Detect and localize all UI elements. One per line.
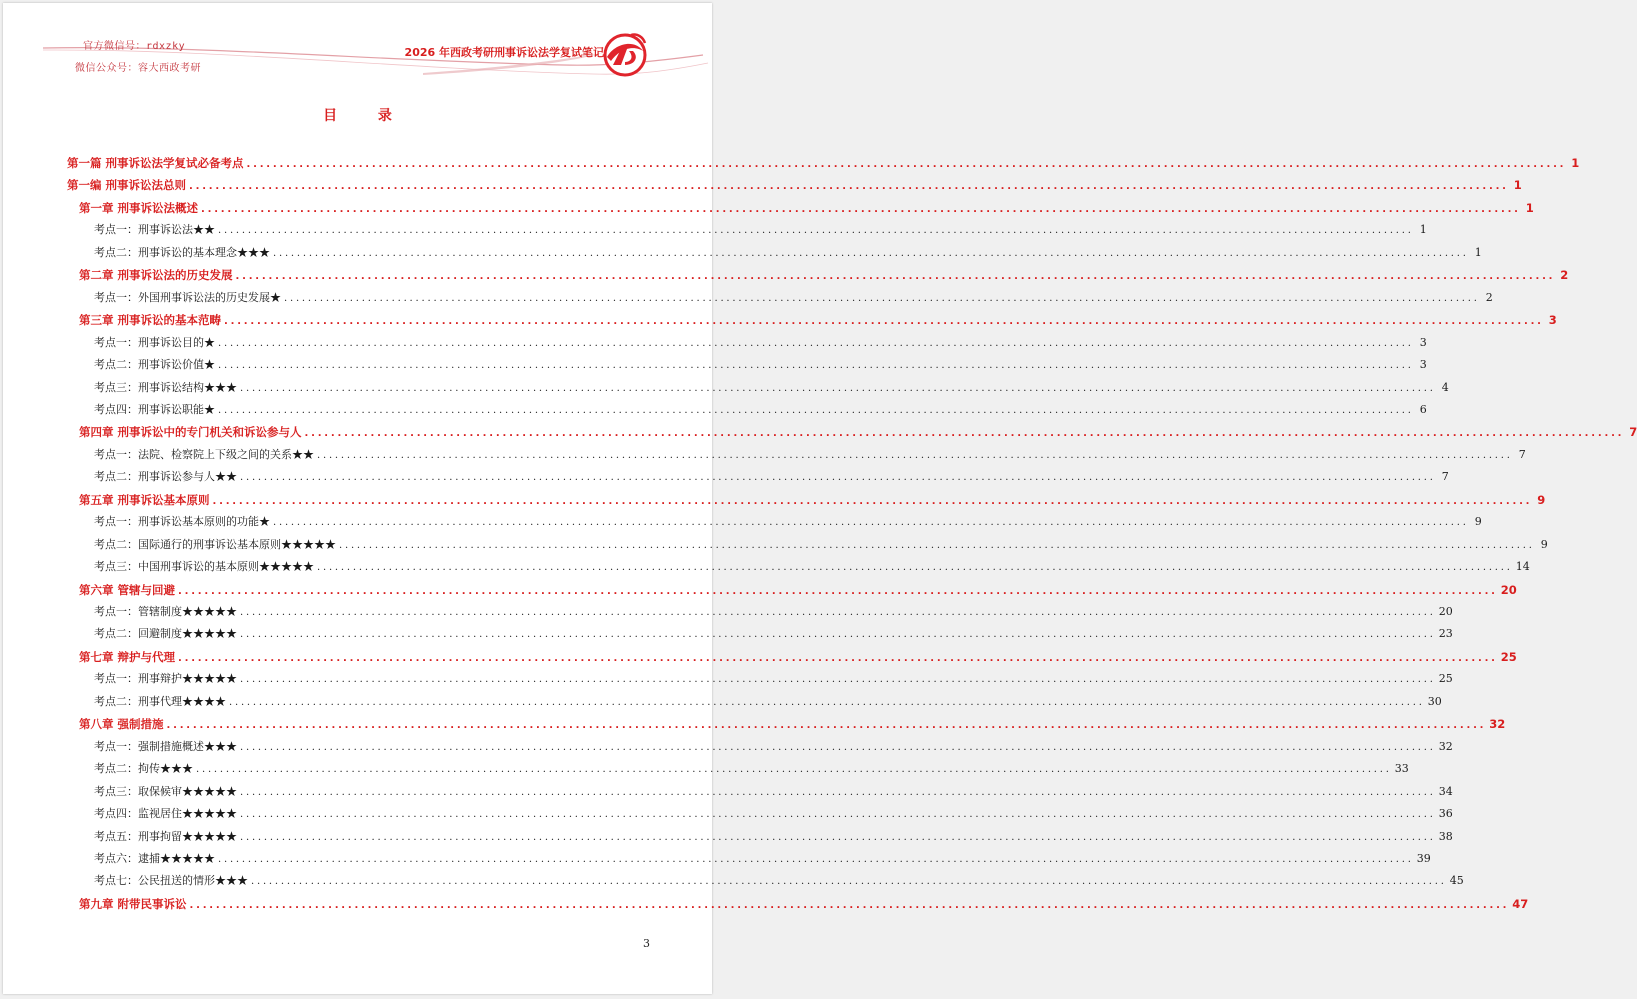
toc-entry-text: 考点一：外国刑事诉讼法的历史发展★: [94, 290, 281, 304]
toc-entry-heading[interactable]: [79, 490, 1546, 510]
toc-entry-text: 考点七：公民扭送的情形★★★: [94, 874, 248, 888]
toc-entry-point[interactable]: [94, 804, 1453, 824]
document-header-title: 2026 年西政考研刑事诉讼法学复试笔记: [404, 46, 604, 59]
toc-dot-leader: ........................................................................................................................................................................................................: [224, 316, 1544, 328]
toc-entry-page: 9: [1474, 515, 1482, 529]
toc-entry-page: 30: [1427, 694, 1442, 708]
toc-entry-heading[interactable]: [79, 714, 1506, 734]
toc-entry-page: 14: [1515, 560, 1530, 574]
toc-dot-leader: ........................................................................................................................................................................................................: [189, 181, 1509, 193]
toc-entry-text: 考点五：刑事拘留★★★★★: [94, 829, 237, 843]
toc-entry-page: 1: [1525, 200, 1534, 215]
toc-dot-leader: ........................................................................................................................................................................................................: [240, 831, 1436, 843]
toc-entry-point[interactable]: [94, 445, 1526, 465]
toc-entry-text: 考点二：刑事代理★★★★: [94, 694, 226, 708]
toc-entry-text: 考点三：刑事诉讼结构★★★: [94, 380, 237, 394]
toc-entry-page: 47: [1512, 896, 1529, 911]
toc-dot-leader: ........................................................................................................................................................................................................: [240, 382, 1436, 394]
toc-entry-point[interactable]: [94, 400, 1427, 420]
toc-entry-page: 39: [1416, 851, 1431, 865]
toc-entry-text: 考点一：强制措施概述★★★: [94, 739, 237, 753]
toc-entry-point[interactable]: [94, 782, 1453, 802]
toc-entry-page: 7: [1629, 425, 1637, 440]
toc-entry-page: 20: [1438, 605, 1453, 618]
toc-dot-leader: ........................................................................................................................................................................................................: [178, 652, 1498, 664]
toc-entry-text: 考点一：刑事诉讼目的★: [94, 335, 215, 349]
toc-dot-leader: ........................................................................................................................................................................................................: [189, 899, 1510, 911]
toc-entry-point[interactable]: [94, 378, 1449, 398]
toc-entry-point[interactable]: [94, 512, 1482, 532]
toc-entry-page: 1: [1513, 178, 1522, 193]
toc-entry-page: 2: [1485, 290, 1493, 304]
toc-entry-page: 33: [1394, 762, 1409, 776]
toc-dot-leader: ........................................................................................................................................................................................................: [240, 741, 1436, 753]
toc-dot-leader: ........................................................................................................................................................................................................: [218, 404, 1414, 416]
toc-entry-heading[interactable]: [79, 580, 1517, 600]
rd-logo-icon: [601, 31, 649, 79]
toc-entry-page: 3: [1419, 358, 1427, 372]
toc-entry-page: 6: [1419, 402, 1427, 416]
toc-entry-text: 第二章 刑事诉讼法的历史发展: [79, 268, 233, 283]
toc-dot-leader: ........................................................................................................................................................................................................: [235, 271, 1556, 283]
toc-entry-page: 36: [1438, 807, 1453, 821]
toc-entry-text: 考点二：刑事诉讼的基本理念★★★: [94, 245, 270, 259]
toc-entry-heading[interactable]: [79, 310, 1557, 330]
toc-entry-text: 考点一：法院、检察院上下级之间的关系★★: [94, 447, 314, 461]
toc-dot-leader: ........................................................................................................................................................................................................: [240, 607, 1436, 618]
toc-entry-text: 第一篇 刑事诉讼法学复试必备考点: [67, 156, 244, 170]
toc-dot-leader: ........................................................................................................................................................................................................: [218, 225, 1414, 237]
toc-entry-page: 32: [1438, 739, 1453, 753]
toc-entry-text: 考点一：刑事诉讼基本原则的功能★: [94, 515, 270, 529]
toc-dot-leader: ........................................................................................................................................................................................................: [304, 428, 1625, 440]
toc-entry-point[interactable]: [94, 871, 1464, 891]
toc-entry-point[interactable]: [94, 624, 1453, 644]
toc-dot-leader: ........................................................................................................................................................................................................: [251, 876, 1447, 888]
toc-entry-point[interactable]: [94, 220, 1427, 240]
toc-entry-page: 1: [1419, 223, 1427, 237]
toc-entry-point[interactable]: [94, 827, 1453, 847]
toc-entry-page: 9: [1537, 492, 1546, 507]
toc-entry-page: 34: [1438, 784, 1453, 798]
toc-entry-heading[interactable]: [79, 647, 1517, 667]
toc-entry-text: 第四章 刑事诉讼中的专门机关和诉讼参与人: [79, 425, 302, 440]
wechat-official-id: 官方微信号：rdxzky: [83, 41, 186, 52]
toc-entry-text: 第八章 强制措施: [79, 717, 164, 732]
toc-entry-heading[interactable]: [79, 198, 1534, 218]
toc-entry-point[interactable]: [94, 737, 1453, 757]
toc-dot-leader: ........................................................................................................................................................................................................: [218, 853, 1414, 865]
toc-entry-heading[interactable]: [79, 422, 1637, 442]
toc-entry-point[interactable]: [94, 243, 1482, 263]
toc-entry-point[interactable]: [94, 467, 1449, 487]
toc-dot-leader: ........................................................................................................................................................................................................: [240, 472, 1436, 484]
toc-entry-point[interactable]: [94, 849, 1431, 869]
toc-dot-leader: ........................................................................................................................................................................................................: [240, 629, 1436, 641]
document-page: [3, 3, 1637, 994]
toc-entry-page: 7: [1518, 447, 1526, 461]
toc-dot-leader: ........................................................................................................................................................................................................: [240, 674, 1436, 686]
toc-entry-heading[interactable]: [79, 894, 1529, 914]
toc-entry-heading[interactable]: [79, 265, 1569, 285]
toc-entry-page: 38: [1438, 829, 1453, 843]
toc-entry-page: 3: [1419, 335, 1427, 349]
toc-dot-leader: ........................................................................................................................................................................................................: [178, 585, 1498, 597]
toc-entry-text: 考点二：国际通行的刑事诉讼基本原则★★★★★: [94, 537, 336, 551]
toc-entry-point[interactable]: [94, 333, 1427, 353]
toc-entry-page: 25: [1500, 649, 1517, 664]
toc-entry-text: 第七章 辩护与代理: [79, 649, 176, 664]
toc-dot-leader: ........................................................................................................................................................................................................: [317, 449, 1513, 461]
toc-dot-leader: ........................................................................................................................................................................................................: [339, 539, 1535, 551]
toc-entry-page: 1: [1474, 245, 1482, 259]
toc-entry-page: 3: [1548, 313, 1557, 328]
toc-entry-text: 考点二：刑事诉讼价值★: [94, 358, 215, 372]
toc-entry-point[interactable]: [94, 535, 1548, 555]
toc-dot-leader: ........................................................................................................................................................................................................: [229, 696, 1425, 708]
toc-entry-text: 第一章 刑事诉讼法概述: [79, 200, 199, 215]
toc-entry-text: 考点三：中国刑事诉讼的基本原则★★★★★: [94, 560, 314, 574]
toc-entry-heading[interactable]: [67, 175, 1522, 195]
toc-entry-text: 第九章 附带民事诉讼: [79, 896, 187, 911]
toc-dot-leader: ........................................................................................................................................................................................................: [196, 764, 1392, 776]
toc-title: 目 录: [323, 108, 410, 124]
toc-entry-text: 考点六：逮捕★★★★★: [94, 851, 215, 865]
toc-entry-text: 考点四：监视居住★★★★★: [94, 807, 237, 821]
toc-entry-text: 考点一：刑事诉讼法★★: [94, 223, 215, 237]
toc-dot-leader: ........................................................................................................................................................................................................: [273, 517, 1469, 529]
toc-entry-page: 4: [1441, 380, 1449, 394]
toc-dot-leader: ........................................................................................................................................................................................................: [317, 562, 1513, 574]
toc-dot-leader: ........................................................................................................................................................................................................: [240, 809, 1436, 821]
toc-entry-point[interactable]: [94, 355, 1427, 375]
toc-entry-text: 考点四：刑事诉讼职能★: [94, 402, 215, 416]
toc-entry-point[interactable]: [94, 669, 1453, 689]
toc-dot-leader: ........................................................................................................................................................................................................: [284, 292, 1480, 304]
toc-dot-leader: ........................................................................................................................................................................................................: [212, 495, 1533, 507]
toc-entry-text: 考点二：刑事诉讼参与人★★: [94, 470, 237, 484]
toc-entry-page: 1: [1571, 156, 1580, 170]
toc-dot-leader: ........................................................................................................................................................................................................: [218, 337, 1414, 349]
toc-entry-text: 第一编 刑事诉讼法总则: [67, 178, 187, 193]
toc-entry-text: 第六章 管辖与回避: [79, 582, 176, 597]
toc-entry-page: 23: [1438, 627, 1453, 641]
page-number: 3: [643, 937, 650, 950]
toc-entry-page: 45: [1449, 874, 1464, 888]
toc-dot-leader: ........................................................................................................................................................................................................: [166, 720, 1487, 732]
toc-entry-point[interactable]: [94, 759, 1409, 779]
toc-dot-leader: ........................................................................................................................................................................................................: [218, 360, 1414, 372]
toc-entry-page: 9: [1540, 537, 1548, 551]
toc-dot-leader: ........................................................................................................................................................................................................: [201, 203, 1521, 215]
toc-entry-page: 32: [1489, 717, 1506, 732]
toc-entry-point[interactable]: [94, 692, 1442, 712]
toc-entry-text: 考点一：刑事辩护★★★★★: [94, 672, 237, 686]
toc-entry-page: 20: [1500, 582, 1517, 597]
toc-dot-leader: ........................................................................................................................................................................................................: [240, 786, 1436, 798]
toc-entry-page: 2: [1560, 268, 1569, 283]
toc-dot-leader: ........................................................................................................................................................................................................: [273, 247, 1469, 259]
toc-entry-text: 考点一：管辖制度★★★★★: [94, 605, 237, 618]
toc-entry-point[interactable]: [94, 602, 1453, 622]
toc-entry-page: 25: [1438, 672, 1453, 686]
toc-entry-point[interactable]: [94, 557, 1530, 577]
wechat-public-account: 微信公众号：容大西政考研: [75, 63, 201, 74]
toc-entry-heading[interactable]: [67, 153, 1580, 173]
toc-entry-page: 7: [1441, 470, 1449, 484]
toc-entry-text: 考点二：回避制度★★★★★: [94, 627, 237, 641]
toc-entry-point[interactable]: [94, 288, 1493, 308]
toc-entry-text: 考点二：拘传★★★: [94, 762, 193, 776]
toc-entry-text: 第五章 刑事诉讼基本原则: [79, 492, 210, 507]
toc-dot-leader: ........................................................................................................................................................................................................: [246, 159, 1567, 170]
toc-entry-text: 考点三：取保候审★★★★★: [94, 784, 237, 798]
toc-entry-text: 第三章 刑事诉讼的基本范畴: [79, 313, 222, 328]
